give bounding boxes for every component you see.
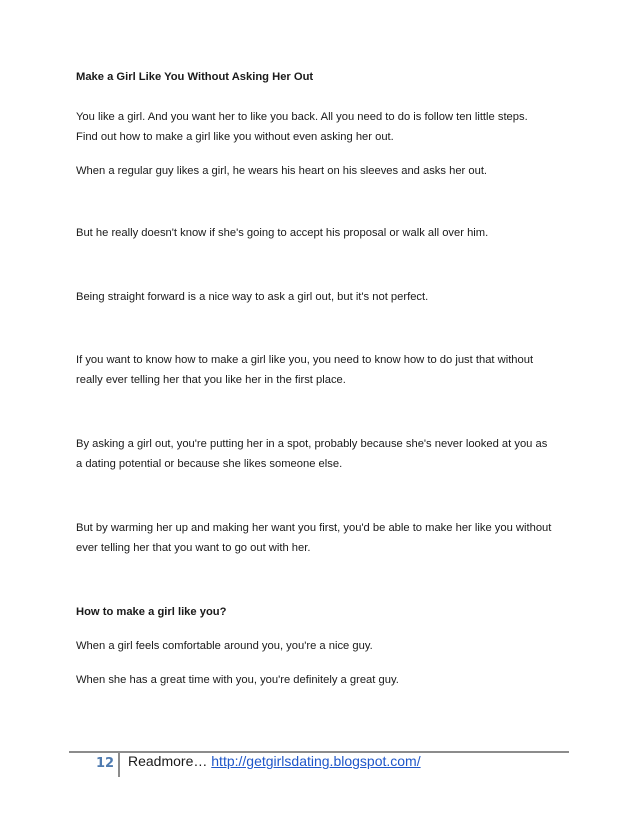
section-subheading: How to make a girl like you? [76, 606, 227, 618]
paragraph-1: When a regular guy likes a girl, he wears his heart on his sleeves and asks her out. [76, 165, 488, 177]
paragraph-5-line-1: By asking a girl out, you're putting her in a spot, probably because she's never looked at you as [76, 438, 548, 450]
paragraph-6-line-1: But by warming her up and making her want you first, you'd be able to make her like you without [76, 522, 552, 534]
paragraph-8: When she has a great time with you, you're definitely a great guy. [76, 674, 399, 686]
blog-link[interactable]: http://getgirlsdating.blogspot.com/ [211, 753, 421, 769]
paragraph-4-line-1: If you want to know how to make a girl like you, you need to know how to do just that without [76, 354, 534, 366]
paragraph-4-line-2: really ever telling her that you like her in the first place. [76, 374, 346, 386]
paragraph-3: Being straight forward is a nice way to ask a girl out, but it's not perfect. [76, 291, 429, 303]
paragraph-7: When a girl feels comfortable around you, you're a nice guy. [76, 640, 373, 652]
footer-readmore [128, 753, 421, 769]
paragraph-2: But he really doesn't know if she's going to accept his proposal or walk all over him. [76, 227, 489, 239]
page-title: Make a Girl Like You Without Asking Her Out [76, 71, 314, 83]
footer-vertical-divider [118, 751, 120, 777]
intro-line-2: Find out how to make a girl like you without even asking her out. [76, 131, 394, 143]
paragraph-5-line-2: a dating potential or because she likes someone else. [76, 458, 343, 470]
paragraph-6-line-2: ever telling her that you want to go out with her. [76, 542, 311, 554]
page-number: 12 [96, 756, 115, 771]
readmore-label: Readmore… [128, 753, 208, 769]
intro-line-1: You like a girl. And you want her to like you back. All you need to do is follow ten little steps. [76, 111, 528, 123]
